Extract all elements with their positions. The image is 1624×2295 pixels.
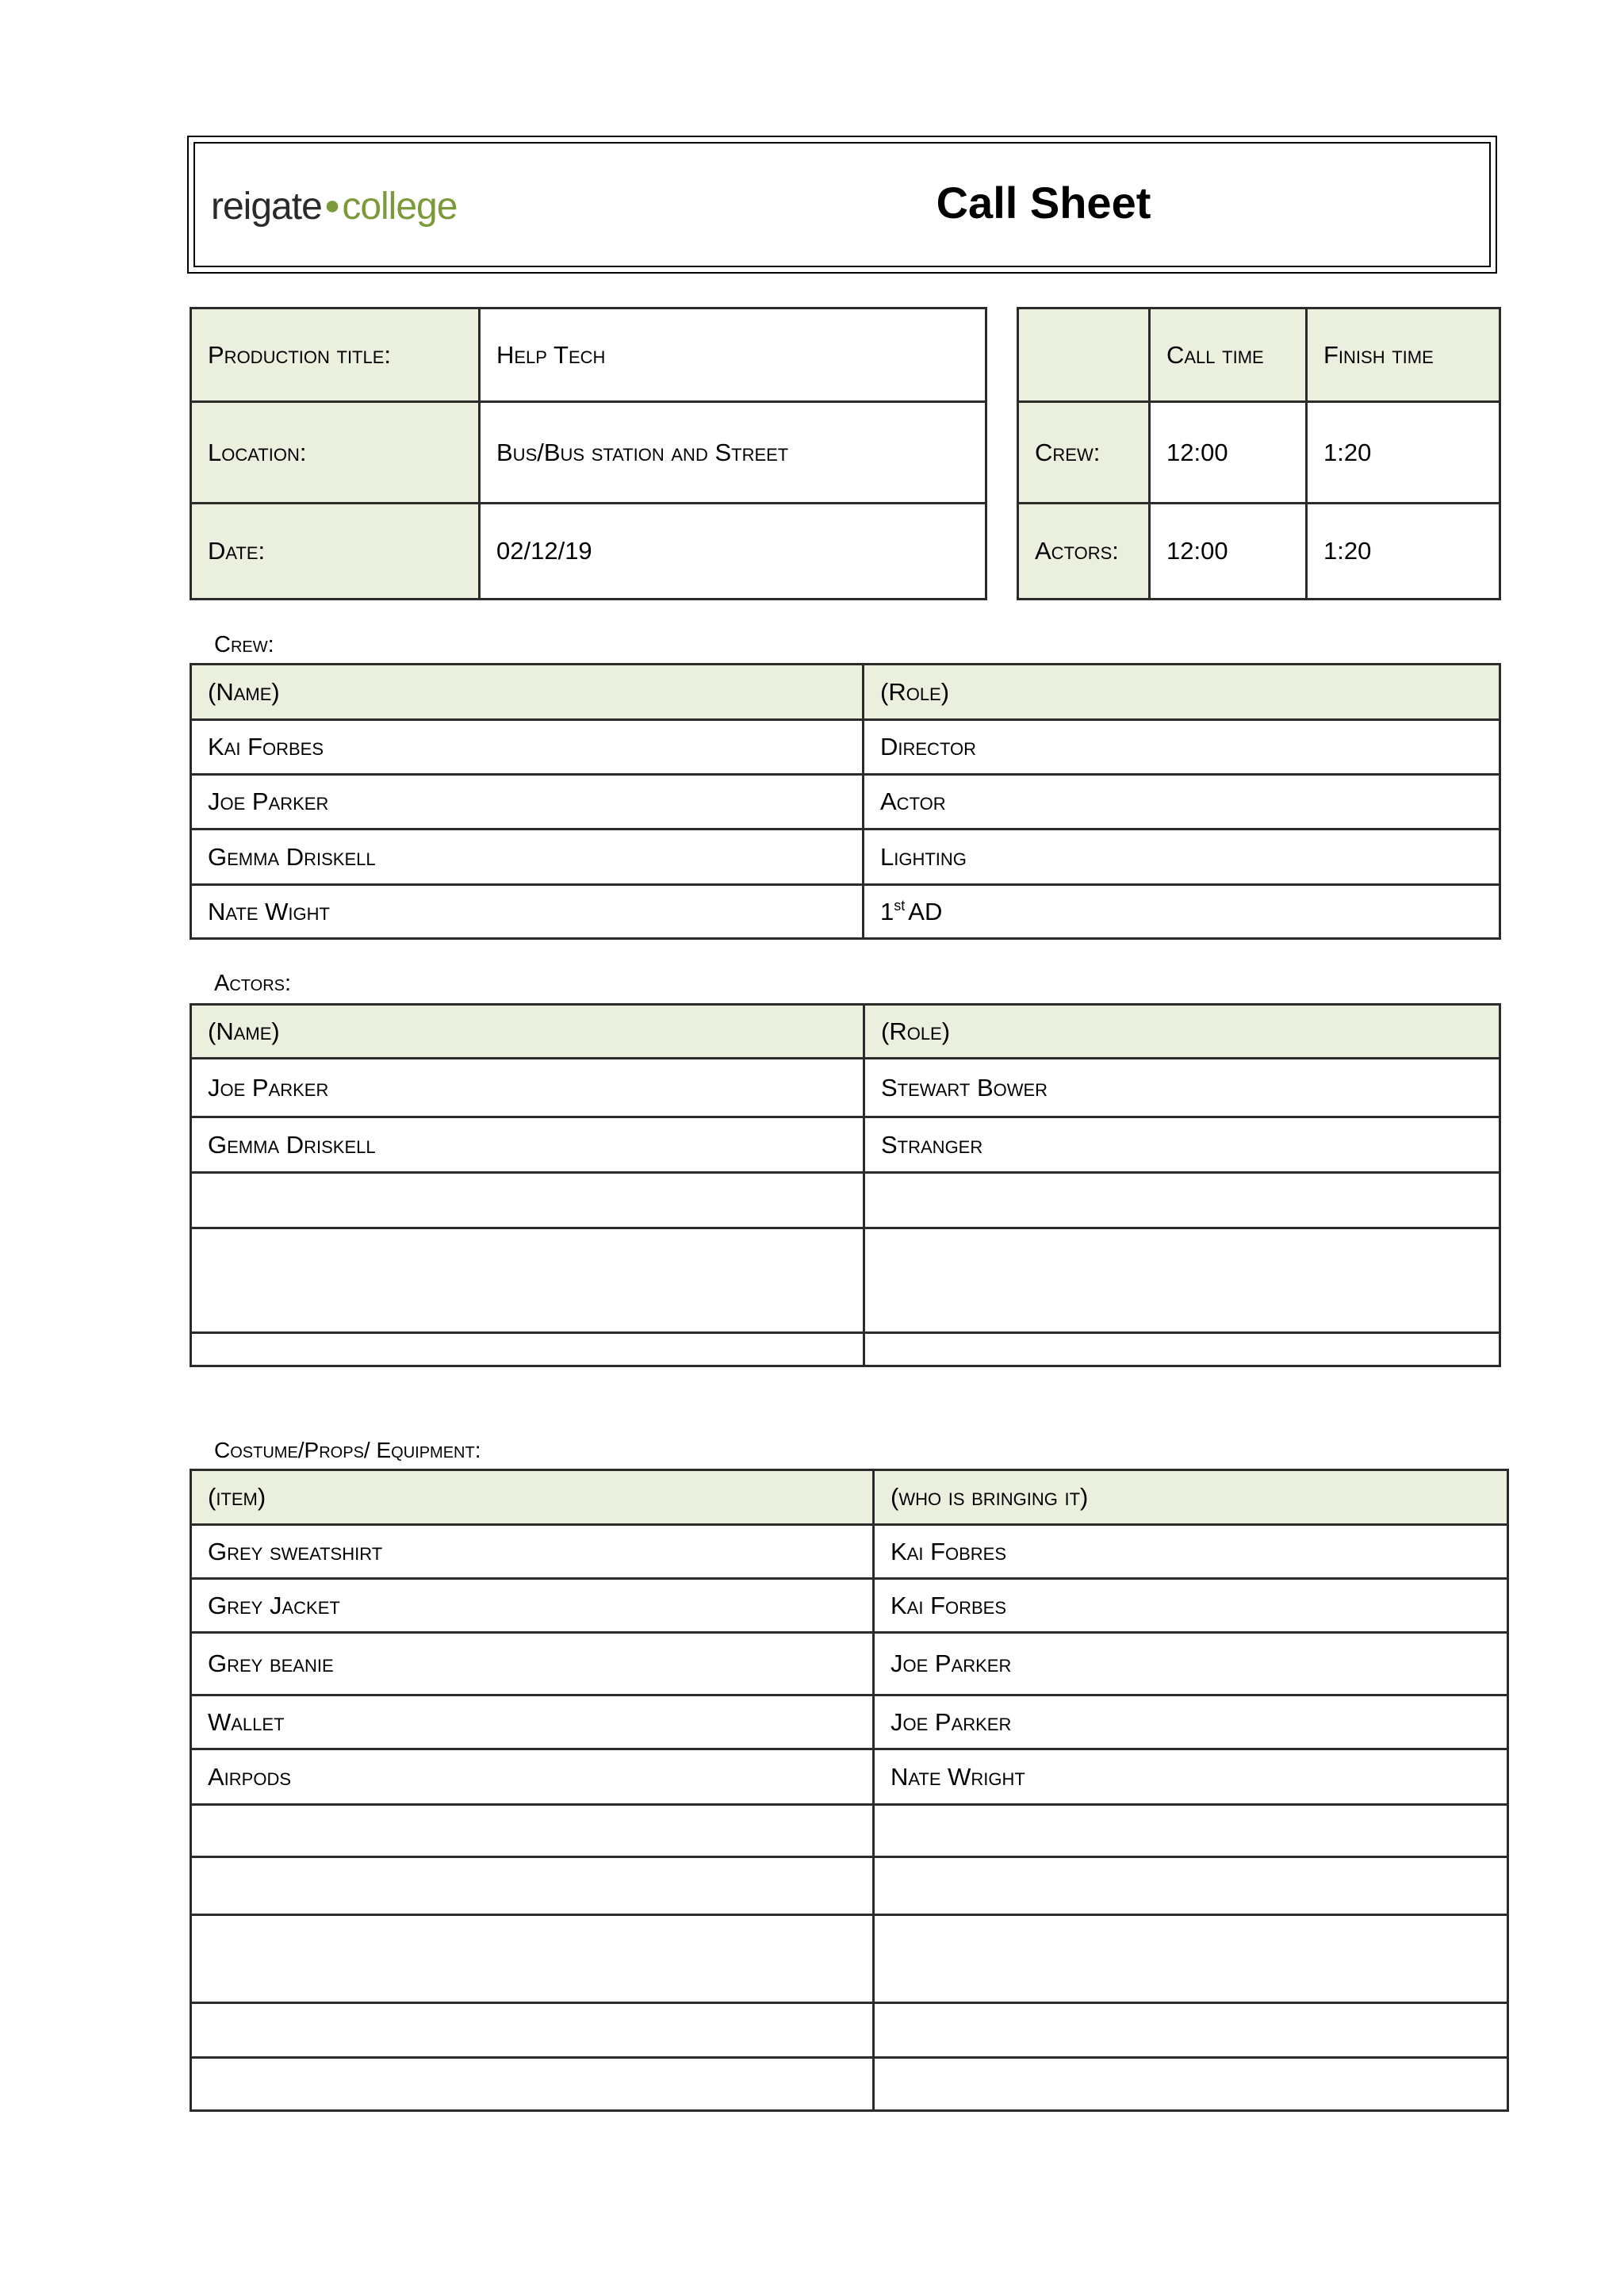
table-row xyxy=(191,1857,1508,1915)
date-value: 02/12/19 xyxy=(480,504,986,600)
actor-name xyxy=(191,1333,864,1366)
props-table xyxy=(190,1469,1509,2112)
table-row xyxy=(191,829,1500,885)
table-row xyxy=(191,1173,1500,1228)
logo-dot-icon: ● xyxy=(324,190,340,220)
logo-text-main: reigate xyxy=(211,186,322,228)
prop-who: Nate Wright xyxy=(874,1749,1508,1805)
actor-name xyxy=(191,1173,864,1228)
table-row xyxy=(191,885,1500,939)
prop-who xyxy=(874,1915,1508,2003)
role-ordinal-suffix: st xyxy=(894,897,906,914)
header-frame xyxy=(193,142,1491,267)
prop-who: Kai Forbes xyxy=(874,1579,1508,1633)
actor-name: Joe Parker xyxy=(191,1059,864,1117)
props-section-label: Costume/Props/ Equipment: xyxy=(214,1438,481,1462)
production-title-label: Production title: xyxy=(191,308,480,402)
crew-role xyxy=(864,885,1500,939)
crew-section-label: Crew: xyxy=(214,632,274,657)
crew-finish-time: 1:20 xyxy=(1307,402,1500,504)
prop-who: Joe Parker xyxy=(874,1633,1508,1695)
crew-role: Actor xyxy=(864,775,1500,829)
production-title-value: Help Tech xyxy=(480,308,986,402)
table-row xyxy=(191,1117,1500,1173)
crew-name: Joe Parker xyxy=(191,775,864,829)
call-times-table xyxy=(1017,307,1501,600)
prop-who xyxy=(874,2058,1508,2111)
props-who-header: (who is bringing it) xyxy=(874,1470,1508,1525)
call-time-header: Call time xyxy=(1150,308,1307,402)
prop-who xyxy=(874,1857,1508,1915)
college-logo xyxy=(211,185,457,228)
table-row xyxy=(191,2058,1508,2111)
prop-item: Grey beanie xyxy=(191,1633,874,1695)
actors-call-time: 12:00 xyxy=(1150,504,1307,600)
table-row xyxy=(191,1059,1500,1117)
crew-times-label: Crew: xyxy=(1018,402,1150,504)
actor-role xyxy=(864,1333,1500,1366)
logo-text-accent: college xyxy=(342,186,458,228)
table-row xyxy=(191,720,1500,775)
prop-item xyxy=(191,1857,874,1915)
crew-call-time: 12:00 xyxy=(1150,402,1307,504)
actors-table xyxy=(190,1003,1501,1367)
prop-who xyxy=(874,1805,1508,1857)
table-row xyxy=(191,775,1500,829)
table-row xyxy=(191,1525,1508,1579)
actor-role xyxy=(864,1228,1500,1333)
prop-item: Grey Jacket xyxy=(191,1579,874,1633)
actor-role: Stewart Bower xyxy=(864,1059,1500,1117)
crew-table xyxy=(190,663,1501,940)
actors-section-label: Actors: xyxy=(214,971,292,996)
role-ordinal: 1 xyxy=(880,897,894,925)
header-box xyxy=(187,136,1497,274)
prop-item xyxy=(191,2003,874,2058)
table-row xyxy=(191,1915,1508,2003)
production-info-table xyxy=(190,307,987,600)
crew-role-header: (Role) xyxy=(864,665,1500,720)
crew-name-header: (Name) xyxy=(191,665,864,720)
table-row xyxy=(191,1805,1508,1857)
prop-item: Grey sweatshirt xyxy=(191,1525,874,1579)
prop-item xyxy=(191,1915,874,2003)
crew-name: Gemma Driskell xyxy=(191,829,864,885)
location-value: Bus/Bus station and Street xyxy=(480,402,986,504)
actor-role: Stranger xyxy=(864,1117,1500,1173)
prop-item xyxy=(191,2058,874,2111)
actors-name-header: (Name) xyxy=(191,1005,864,1059)
prop-who: Kai Fobres xyxy=(874,1525,1508,1579)
prop-item: Airpods xyxy=(191,1749,874,1805)
crew-name: Nate Wight xyxy=(191,885,864,939)
actor-name xyxy=(191,1228,864,1333)
date-label: Date: xyxy=(191,504,480,600)
table-row xyxy=(191,1579,1508,1633)
table-row xyxy=(191,1228,1500,1333)
table-row xyxy=(191,1695,1508,1749)
crew-role: Lighting xyxy=(864,829,1500,885)
prop-who xyxy=(874,2003,1508,2058)
page-title: Call Sheet xyxy=(936,178,1151,228)
table-row xyxy=(191,1333,1500,1366)
table-row xyxy=(191,2003,1508,2058)
actors-times-label: Actors: xyxy=(1018,504,1150,600)
prop-item xyxy=(191,1805,874,1857)
location-label: Location: xyxy=(191,402,480,504)
prop-who: Joe Parker xyxy=(874,1695,1508,1749)
props-item-header: (item) xyxy=(191,1470,874,1525)
role-rest: AD xyxy=(908,897,943,925)
table-row xyxy=(191,1633,1508,1695)
actors-finish-time: 1:20 xyxy=(1307,504,1500,600)
prop-item: Wallet xyxy=(191,1695,874,1749)
actor-role xyxy=(864,1173,1500,1228)
table-row xyxy=(191,1749,1508,1805)
times-corner-cell xyxy=(1018,308,1150,402)
crew-role: Director xyxy=(864,720,1500,775)
crew-name: Kai Forbes xyxy=(191,720,864,775)
finish-time-header: Finish time xyxy=(1307,308,1500,402)
actors-role-header: (Role) xyxy=(864,1005,1500,1059)
actor-name: Gemma Driskell xyxy=(191,1117,864,1173)
